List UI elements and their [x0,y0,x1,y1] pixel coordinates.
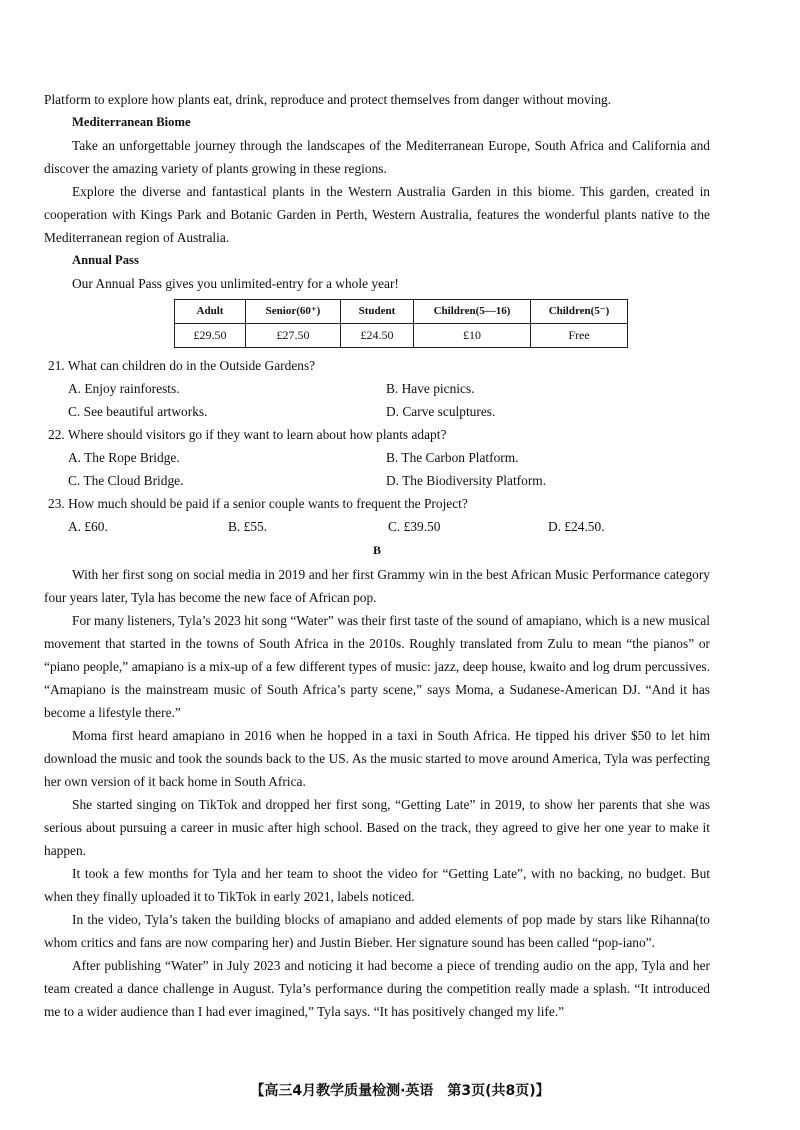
question-23-options [68,515,710,538]
question-21-options-2 [68,400,710,423]
header-children-under-5: Children(5⁻) [531,300,628,324]
paragraph-annual-pass: Our Annual Pass gives you unlimited-entry for a whole year! [72,276,399,291]
price-senior: £27.50 [246,324,341,348]
price-children-5-16: £10 [414,324,531,348]
heading-annual-pass: Annual Pass [72,253,139,267]
option-23-c: C. £39.50 [388,519,441,534]
question-22-options [68,446,710,469]
option-21-d: D. Carve sculptures. [386,404,496,419]
annual-pass-table [174,299,628,348]
passage-b-paragraph-3: Moma first heard amapiano in 2016 when he hopped in a taxi in South Africa. He tipped his driver $50 to let him download the music and took the sounds back to the US. As the music started to move around America, Tyla was perfecting her own version of it back home in South Africa. [44,728,710,789]
passage-b-paragraph-6: In the video, Tyla’s taken the building blocks of amapiano and added elements of pop made by stars like Rihanna(to whom critics and fans are now comparing her) and Justin Bieber. Her signature sound has been called “pop-iano”. [44,912,710,950]
paragraph-mediterranean-2: Explore the diverse and fantastical plants in the Western Australia Garden in this biome. This garden, created in cooperation with Kings Park and Botanic Garden in Perth, Western Australia, features the wonderful plants native to the Mediterranean region of Australia. [44,184,710,245]
option-21-a: A. Enjoy rainforests. [68,381,180,396]
option-21-b: B. Have picnics. [386,381,475,396]
question-21-options [68,377,710,400]
paragraph-mediterranean-1: Take an unforgettable journey through the landscapes of the Mediterranean Europe, South Africa and California and discover the amazing variety of plants growing in these regions. [44,138,710,176]
passage-b-paragraph-5: It took a few months for Tyla and her team to shoot the video for “Getting Late”, with no backing, no budget. But when they finally uploaded it to TikTok in early 2021, labels noticed. [44,866,710,904]
price-student: £24.50 [341,324,414,348]
option-23-a: A. £60. [68,519,108,534]
page-content [44,88,710,1023]
header-student: Student [341,300,414,324]
question-23-stem: 23. How much should be paid if a senior couple wants to frequent the Project? [48,496,468,511]
table-header-row [175,300,628,324]
option-22-b: B. The Carbon Platform. [386,450,519,465]
passage-b-paragraph-1: With her first song on social media in 2019 and her first Grammy win in the best African Music Performance category four years later, Tyla has become the new face of African pop. [44,567,710,605]
question-22-stem: 22. Where should visitors go if they want to learn about how plants adapt? [48,427,447,442]
table-price-row [175,324,628,348]
question-22-options-2 [68,469,710,492]
option-23-d: D. £24.50. [548,519,605,534]
price-children-under-5: Free [531,324,628,348]
option-22-d: D. The Biodiversity Platform. [386,473,547,488]
header-adult: Adult [175,300,246,324]
option-22-c: C. The Cloud Bridge. [68,473,184,488]
section-b-label: B [372,543,381,557]
header-children-5-16: Children(5—16) [414,300,531,324]
question-21-stem: 21. What can children do in the Outside Gardens? [48,358,316,373]
passage-b-paragraph-7: After publishing “Water” in July 2023 and noticing it had become a piece of trending audio on the app, Tyla and her team created a dance challenge in August. Tyla’s performance during the competition really made a splash. “It introduced me to a wider audience than I had ever imagined,” Tyla says. “It has positively changed my life.” [44,958,710,1019]
option-21-c: C. See beautiful artworks. [68,404,208,419]
price-adult: £29.50 [175,324,246,348]
passage-b-paragraph-4: She started singing on TikTok and dropped her first song, “Getting Late” in 2019, to show her parents that she was serious about pursuing a career in music after high school. Based on the track, they agreed to give her one year to make it happen. [44,797,710,858]
option-22-a: A. The Rope Bridge. [68,450,180,465]
passage-b-paragraph-2: For many listeners, Tyla’s 2023 hit song “Water” was their first taste of the sound of amapiano, which is a new musical movement that started in the towns of South Africa in the 2010s. Roughly translated from Zulu to mean “the pianos” or “piano people,” amapiano is a mix-up of a few different types of music: jazz, deep house, kwaito and log drum percussives. “Amapiano is the mainstream music of South Africa’s party scene,” says Moma, a Sudanese-American DJ. “And it has become a lifestyle there.” [44,613,710,720]
header-senior: Senior(60⁺) [246,300,341,324]
option-23-b: B. £55. [228,519,268,534]
paragraph-platform: Platform to explore how plants eat, drink, reproduce and protect themselves from danger without moving. [44,92,612,107]
heading-mediterranean-biome: Mediterranean Biome [72,115,191,129]
page-footer: 【高三4月教学质量检测·英语 第3页(共8页)】 [250,1083,550,1099]
